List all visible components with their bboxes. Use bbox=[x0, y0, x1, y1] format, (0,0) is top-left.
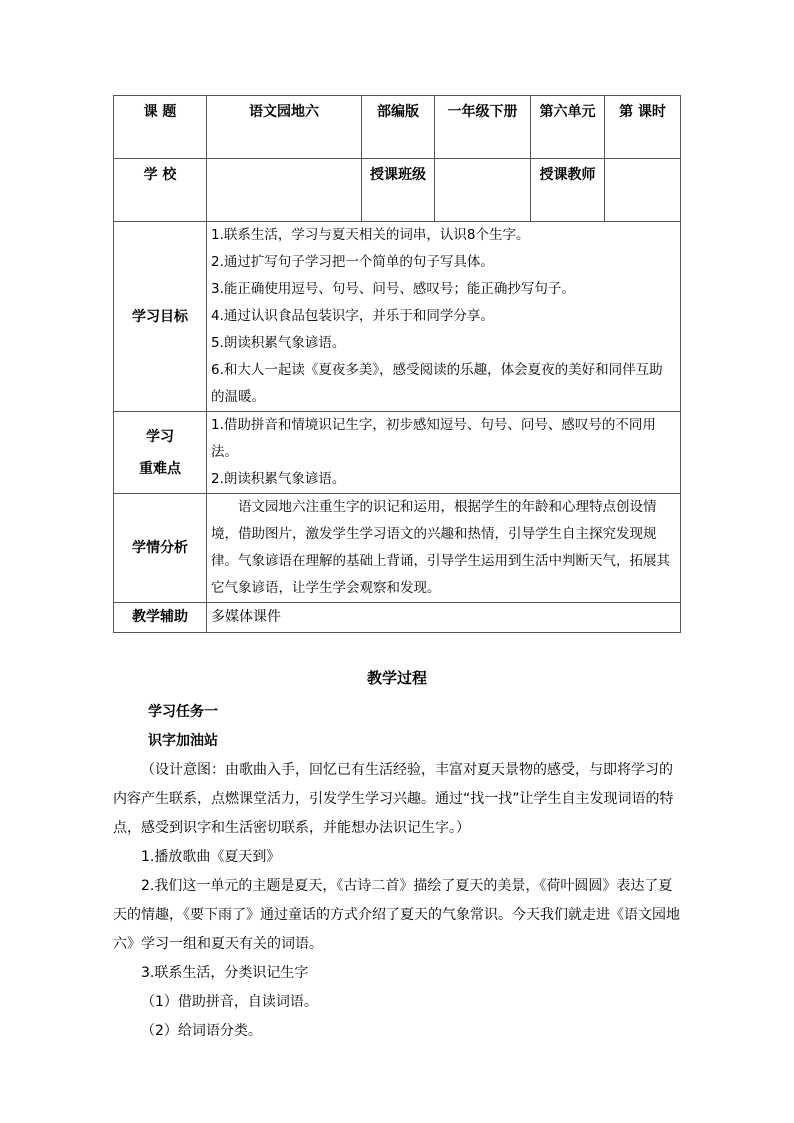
analysis-paragraph: 语文园地六注重生字的识记和运用，根据学生的年龄和心理特点创设情境，借助图片，激发学生学习语文的兴趣和热情，引导学生自主探究发现规律。气象谚语在理解的基础上背诵，引导学生运用到生活中判断天气，拓展其它气象谚语，让学生学会观察和发现。 bbox=[211, 499, 670, 596]
goal-item: 2.通过扩写句子学习把一个简单的句子写具体。 bbox=[211, 254, 494, 270]
teacher-value bbox=[605, 159, 681, 222]
station-heading: 识字加油站 bbox=[148, 733, 218, 749]
step-1: 1.播放歌曲《夏天到》 bbox=[141, 849, 281, 865]
school-value bbox=[207, 159, 362, 222]
goals-label: 学习目标 bbox=[114, 222, 207, 412]
row-analysis bbox=[114, 494, 681, 603]
key-label-line1: 学习 bbox=[146, 428, 174, 445]
step-3: 3.联系生活，分类识记生字 bbox=[141, 965, 309, 981]
design-intent: （设计意图：由歌曲入手，回忆已有生活经验，丰富对夏天景物的感受，与即将学习的内容产生联系，点燃课堂活力，引发学生学习兴趣。通过“找一找”让学生自主发现词语的特点，感受到识字和生活密切联系，并能想办法识记生字。） bbox=[113, 762, 674, 836]
row-topic bbox=[114, 96, 681, 159]
analysis-text bbox=[207, 494, 681, 603]
topic-label: 课 题 bbox=[114, 96, 207, 159]
sub-step-1: （1）借助拼音，自读词语。 bbox=[141, 994, 318, 1010]
class-label: 授课班级 bbox=[362, 159, 435, 222]
key-points-label bbox=[114, 412, 207, 494]
topic-value: 语文园地六 bbox=[207, 96, 362, 159]
school-label: 学 校 bbox=[114, 159, 207, 222]
step-2: 2.我们这一单元的主题是夏天，《古诗二首》描绘了夏天的美景，《荷叶圆圆》表达了夏天的情趣，《要下雨了》通过童话的方式介绍了夏天的气象常识。今天我们就走进《语文园地六》学习一组和夏天有关的词语。 bbox=[113, 878, 680, 952]
goal-item: 6.和大人一起读《夏夜多美》，感受阅读的乐趣，体会夏夜的美好和同伴互助的温暖。 bbox=[211, 362, 663, 405]
process-body bbox=[113, 698, 680, 1046]
unit: 第六单元 bbox=[531, 96, 605, 159]
goals-list bbox=[207, 222, 681, 412]
goal-item: 5.朗读积累气象谚语。 bbox=[211, 335, 346, 351]
task-heading: 学习任务一 bbox=[148, 704, 218, 720]
key-points-list bbox=[207, 412, 681, 494]
class-value bbox=[435, 159, 531, 222]
period: 第 课时 bbox=[605, 96, 681, 159]
lesson-info-table bbox=[113, 95, 681, 633]
key-point-item: 2.朗读积累气象谚语。 bbox=[211, 471, 346, 487]
teacher-label: 授课教师 bbox=[531, 159, 605, 222]
sub-step-2: （2）给词语分类。 bbox=[141, 1023, 262, 1039]
row-school bbox=[114, 159, 681, 222]
goal-item: 1.联系生活，学习与夏天相关的词串，认识8个生字。 bbox=[211, 227, 530, 243]
aid-value: 多媒体课件 bbox=[207, 603, 681, 633]
goal-item: 4.通过认识食品包装识字，并乐于和同学分享。 bbox=[211, 308, 494, 324]
key-point-item: 1.借助拼音和情境识记生字，初步感知逗号、句号、问号、感叹号的不同用法。 bbox=[211, 417, 656, 460]
row-aid bbox=[114, 603, 681, 633]
grade: 一年级下册 bbox=[435, 96, 531, 159]
row-goals bbox=[114, 222, 681, 412]
goal-item: 3.能正确使用逗号、句号、问号、感叹号；能正确抄写句子。 bbox=[211, 281, 575, 297]
analysis-label: 学情分析 bbox=[114, 494, 207, 603]
key-label-line2: 重难点 bbox=[139, 460, 181, 477]
edition: 部编版 bbox=[362, 96, 435, 159]
process-title: 教学过程 bbox=[366, 669, 427, 687]
row-key-points bbox=[114, 412, 681, 494]
aid-label: 教学辅助 bbox=[114, 603, 207, 633]
